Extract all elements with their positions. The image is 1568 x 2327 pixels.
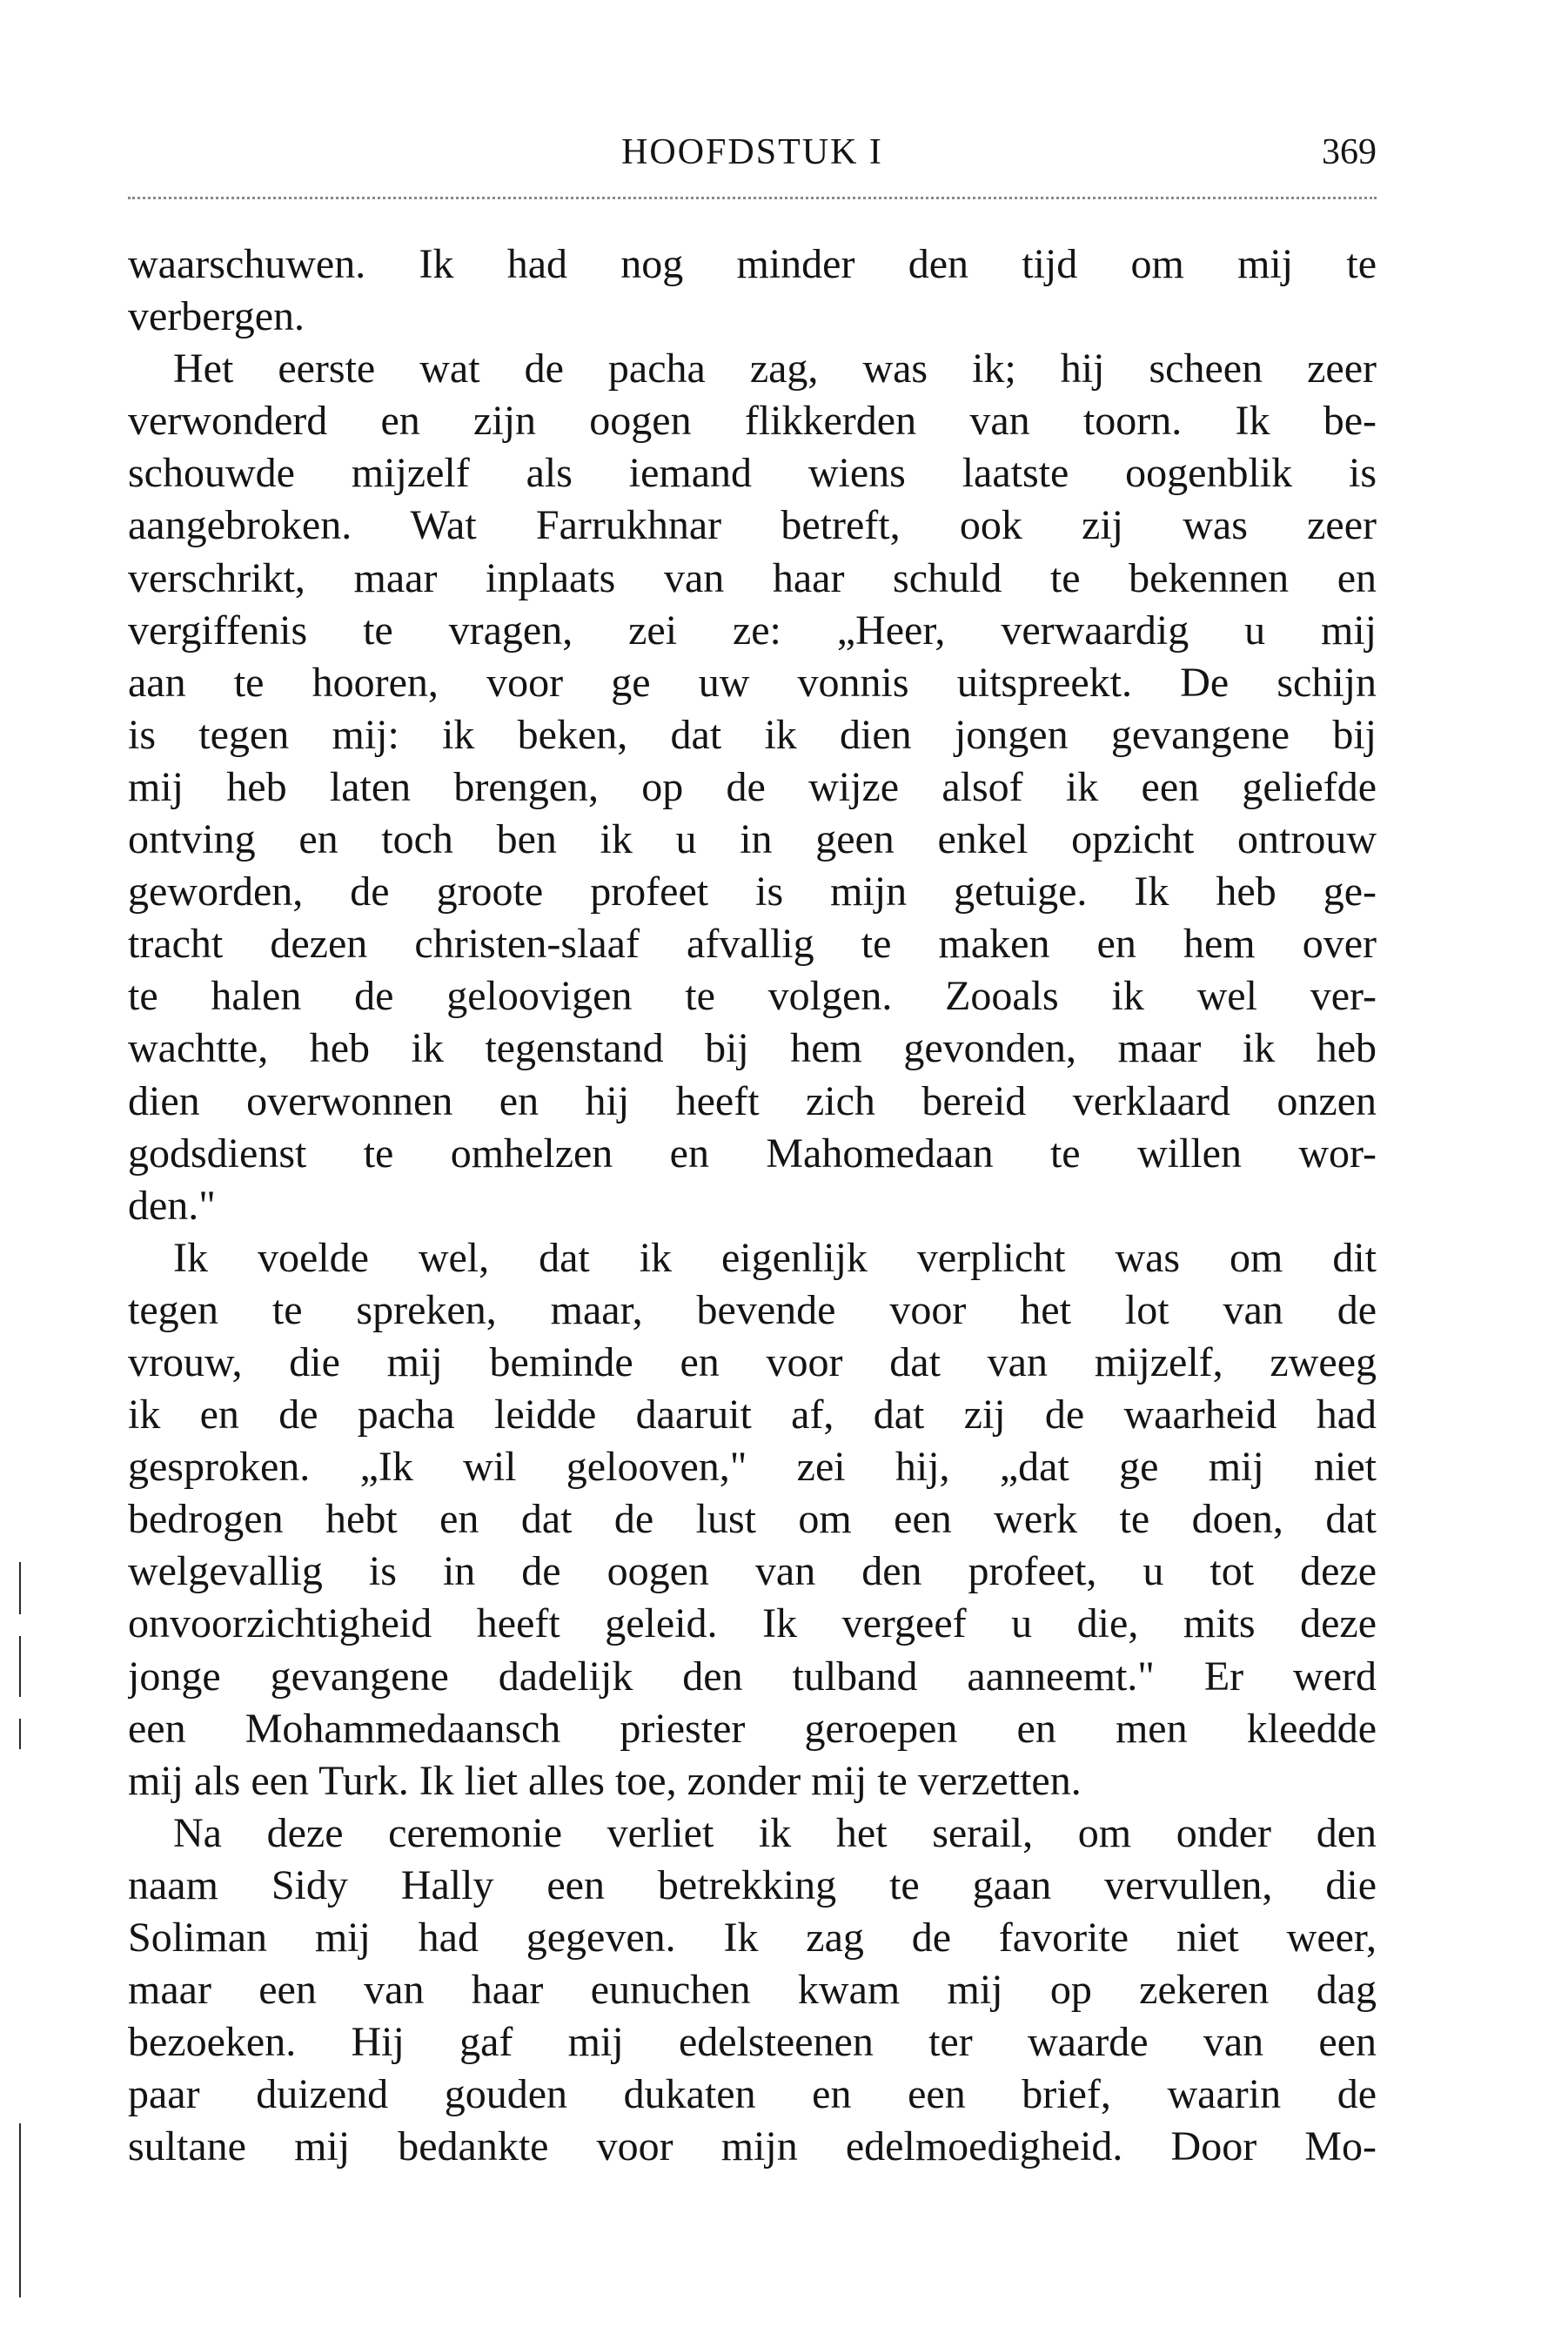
margin-scan-mark	[19, 1636, 21, 1697]
text-line: Het eerste wat de pacha zag, was ik; hij scheen zeer	[173, 345, 1377, 392]
text-line: een Mohammedaansch priester geroepen en men kleedde	[128, 1705, 1377, 1752]
text-line: Soliman mij had gegeven. Ik zag de favorite niet weer,	[128, 1915, 1377, 1961]
text-line: tracht dezen christen-slaaf afvallig te maken en hem over	[128, 921, 1377, 968]
text-line: schouwde mijzelf als iemand wiens laatste oogenblik is	[128, 450, 1377, 497]
text-line: bezoeken. Hij gaf mij edelsteenen ter waarde van een	[128, 2019, 1377, 2066]
running-head	[128, 131, 1377, 191]
text-line: wachtte, heb ik tegenstand bij hem gevonden, maar ik heb	[128, 1025, 1377, 1072]
margin-scan-mark	[19, 1719, 21, 1749]
page-number: 369	[1322, 132, 1377, 172]
text-line: is tegen mij: ik beken, dat ik dien jongen gevangene bij	[128, 711, 1377, 758]
text-line: welgevallig is in de oogen van den profeet, u tot deze	[128, 1548, 1377, 1595]
text-line: tegen te spreken, maar, bevende voor het lot van de	[128, 1286, 1377, 1333]
text-line: aangebroken. Wat Farrukhnar betreft, ook zij was zeer	[128, 502, 1377, 549]
text-line: verschrikt, maar inplaats van haar schuld te bekennen en	[128, 554, 1377, 601]
margin-scan-mark	[19, 2123, 21, 2297]
margin-scan-mark	[19, 1562, 21, 1614]
text-line: te halen de geloovigen te volgen. Zooals ik wel ver-	[128, 973, 1377, 1020]
text-line: waarschuwen. Ik had nog minder den tijd om mij te	[128, 241, 1377, 287]
text-line: Ik voelde wel, dat ik eigenlijk verplicht was om dit	[173, 1234, 1377, 1281]
text-line: geworden, de groote profeet is mijn getuige. Ik heb ge-	[128, 868, 1377, 915]
text-line: den."	[128, 1182, 216, 1229]
body-text	[128, 238, 1377, 2173]
header-dotted-rule	[128, 197, 1377, 199]
text-line: jonge gevangene dadelijk den tulband aanneemt." Er werd	[128, 1653, 1377, 1700]
text-line: Na deze ceremonie verliet ik het serail, om onder den	[173, 1809, 1377, 1856]
text-line: ontving en toch ben ik u in geen enkel opzicht ontrouw	[128, 816, 1377, 863]
text-line: naam Sidy Hally een betrekking te gaan vervullen, die	[128, 1861, 1377, 1908]
text-line: verwonderd en zijn oogen flikkerden van toorn. Ik be-	[128, 398, 1377, 445]
text-line: dien overwonnen en hij heeft zich bereid verklaard onzen	[128, 1077, 1377, 1124]
text-line: mij als een Turk. Ik liet alles toe, zonder mij te verzetten.	[128, 1757, 1082, 1804]
text-line: bedrogen hebt en dat de lust om een werk te doen, dat	[128, 1496, 1377, 1543]
text-line: ik en de pacha leidde daaruit af, dat zij de waarheid had	[128, 1392, 1377, 1438]
chapter-title: HOOFDSTUK I	[621, 132, 883, 172]
text-line: vrouw, die mij beminde en voor dat van mijzelf, zweeg	[128, 1338, 1377, 1385]
text-line: sultane mij bedankte voor mijn edelmoedigheid. Door Mo-	[128, 2123, 1377, 2170]
text-line: vergiffenis te vragen, zei ze: „Heer, verwaardig u mij	[128, 607, 1377, 654]
text-line: verbergen.	[128, 293, 305, 340]
text-line: godsdienst te omhelzen en Mahomedaan te willen wor-	[128, 1130, 1377, 1177]
text-line: maar een van haar eunuchen kwam mij op zekeren dag	[128, 1967, 1377, 2014]
text-line: aan te hooren, voor ge uw vonnis uitspreekt. De schijn	[128, 659, 1377, 706]
text-line: paar duizend gouden dukaten en een brief, waarin de	[128, 2071, 1377, 2118]
text-line: mij heb laten brengen, op de wijze alsof ik een geliefde	[128, 763, 1377, 810]
text-line: onvoorzichtigheid heeft geleid. Ik vergeef u die, mits deze	[128, 1600, 1377, 1647]
text-line: gesproken. „Ik wil gelooven," zei hij, „dat ge mij niet	[128, 1444, 1377, 1491]
